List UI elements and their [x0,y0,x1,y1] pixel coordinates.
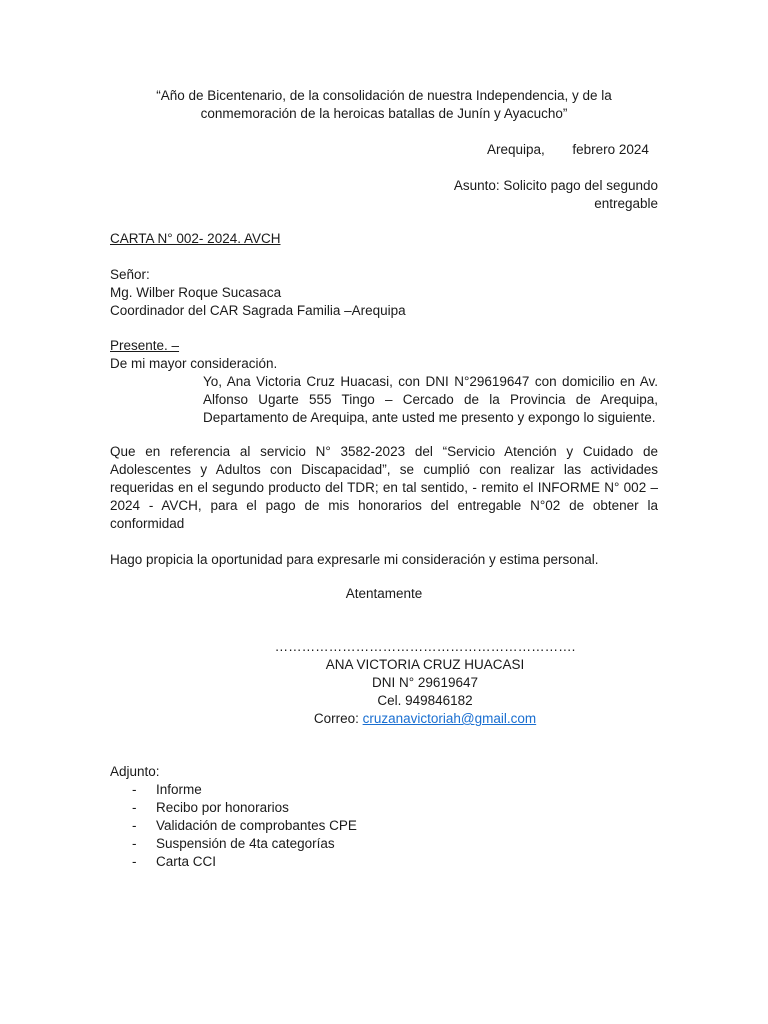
subject-line-2: entregable [594,196,658,211]
header-quote-line-2: conmemoración de la heroicas batallas de Junín y Ayacucho” [200,106,568,121]
attachments-list [110,781,357,871]
greeting: De mi mayor consideración. [110,356,278,371]
place: Arequipa, [487,142,545,157]
signature-name: ANA VICTORIA CRUZ HUACASI [325,657,525,672]
attachments-label: Adjunto: [110,764,160,779]
attachment-label: Validación de comprobantes CPE [156,818,357,833]
attachment-item [110,781,357,799]
recipient-block [110,266,406,320]
attachments [110,763,357,871]
bullet-dash: - [132,818,137,833]
signature-dni: DNI N° 29619647 [372,675,478,690]
closing-paragraph: Hago propicia la oportunidad para expresarle mi consideración y estima personal. [110,552,599,567]
place-date [487,141,649,159]
signature-block [250,638,600,728]
recipient-name: Mg. Wilber Roque Sucasaca [110,285,282,300]
header-quote [110,87,658,123]
letter-number: CARTA N° 002- 2024. AVCH [110,231,281,246]
sign-off: Atentamente [345,586,423,601]
email-label: Correo: [313,711,359,726]
attachment-item [110,817,357,835]
attachment-label: Recibo por honorarios [156,800,289,815]
subject-line-1: Asunto: Solicito pago del segundo [453,178,658,193]
salutation: Señor: [110,267,150,282]
attachment-item [110,835,357,853]
bullet-dash: - [132,836,137,851]
bullet-dash: - [132,800,137,815]
bullet-dash: - [132,854,137,869]
attachment-label: Carta CCI [156,854,217,869]
signature-line: …………………………………………………………. [274,639,576,654]
intro-paragraph: Yo, Ana Victoria Cruz Huacasi, con DNI N°29619647 con domicilio en Av. Alfonso Ugarte 555 Tingo – Cercado de la Provincia de Arequipa, Departamento de Arequipa, ante usted me presento y expongo lo siguiente. [203,374,658,425]
signature-email-row [250,710,600,728]
subject [400,177,658,213]
attachment-label: Suspensión de 4ta categorías [156,836,335,851]
attachment-item [110,853,357,871]
recipient-position: Coordinador del CAR Sagrada Familia –Arequipa [110,303,406,318]
attachment-label: Informe [156,782,202,797]
body-paragraph: Que en referencia al servicio N° 3582-2023 del “Servicio Atención y Cuidado de Adolescentes y Adultos con Discapacidad”, se cumplió con realizar las actividades requeridas en el segundo producto del TDR; en tal sentido, - remito el INFORME N° 002 – 2024 - AVCH, para el pago de mis honorarios del entregable N°02 de obtener la conformidad [110,444,658,531]
header-quote-line-1: “Año de Bicentenario, de la consolidación de nuestra Independencia, y de la [156,88,612,103]
email-link[interactable]: cruzanavictoriah@gmail.com [362,711,537,726]
bullet-dash: - [132,782,137,797]
presente-label: Presente. – [110,338,180,353]
signature-phone: Cel. 949846182 [377,693,473,708]
date: febrero 2024 [572,142,649,157]
attachment-item [110,799,357,817]
